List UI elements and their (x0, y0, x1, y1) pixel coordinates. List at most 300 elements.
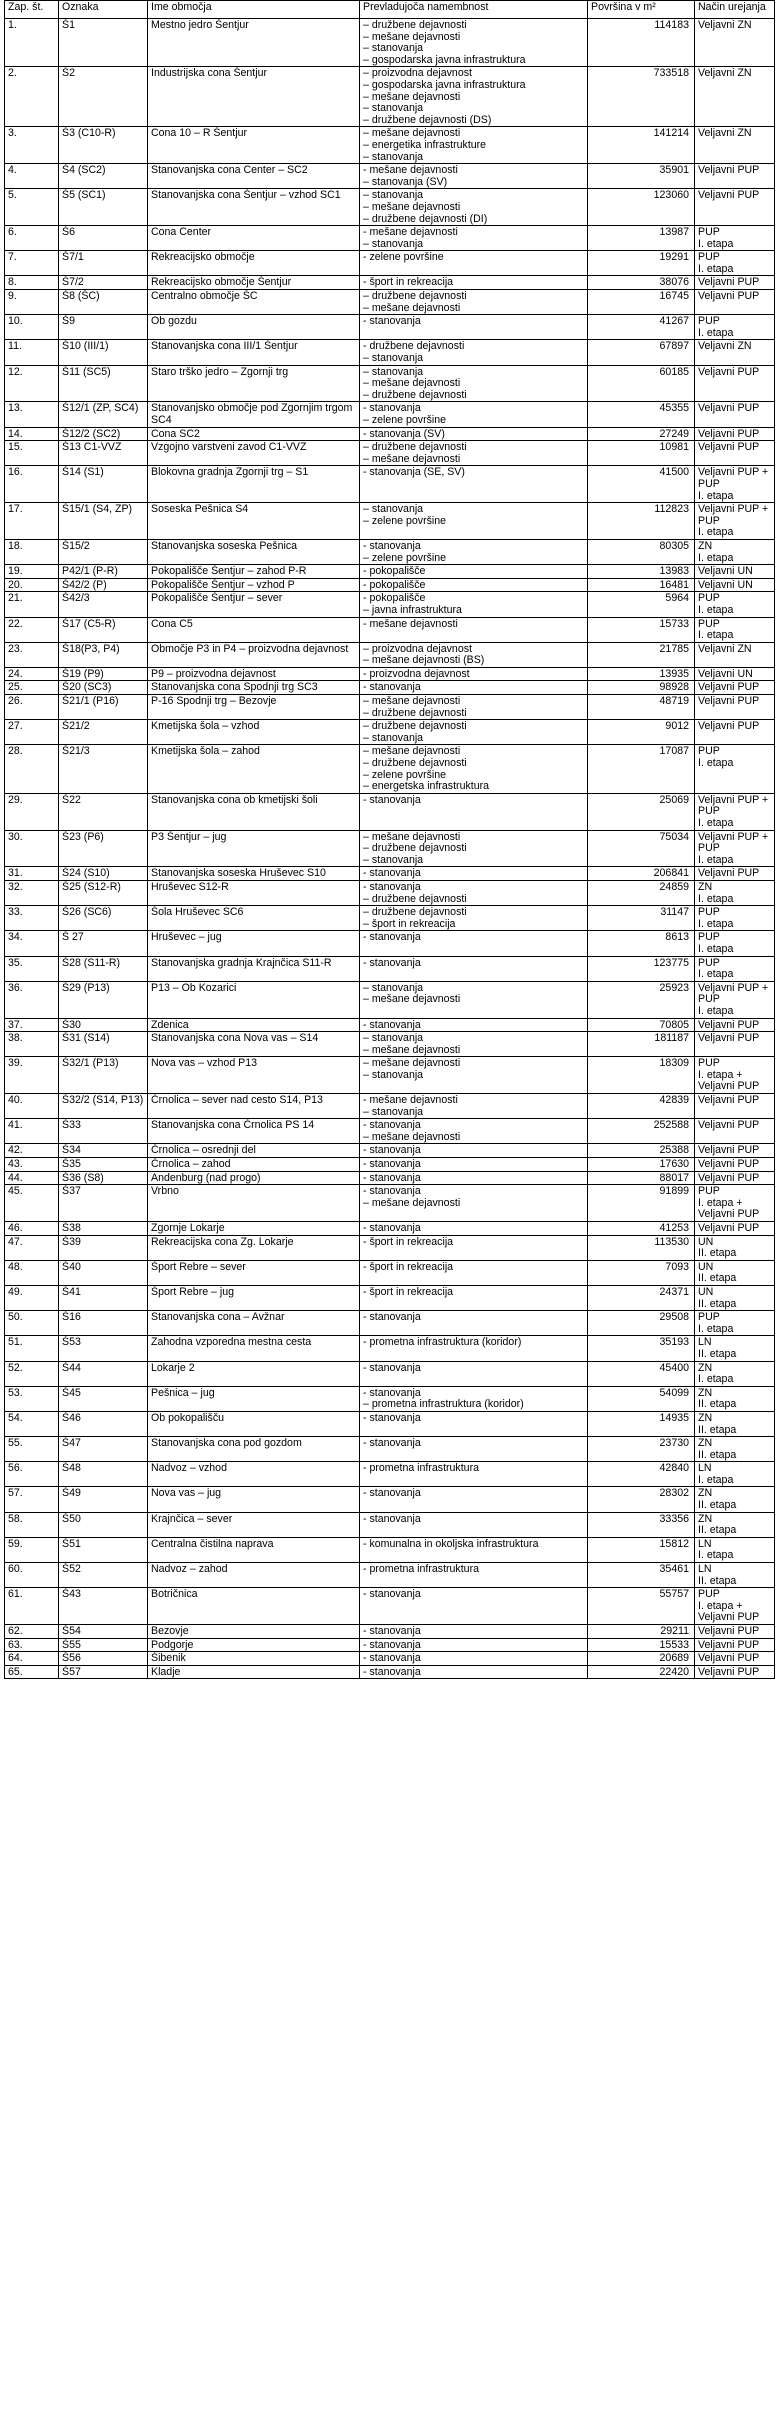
cell-zap-st: 30. (5, 830, 59, 867)
cell-nacin-urejanja (695, 1487, 775, 1512)
namembnost-line: – stanovanja (363, 853, 424, 866)
cell-ime-obmocja (148, 67, 360, 127)
area-name: Vzgojno varstveni zavod C1-VVZ (151, 441, 307, 454)
cell-ime-obmocja (148, 1235, 360, 1260)
nacin-line: I. etapa (698, 262, 734, 275)
cell-namembnost (360, 1119, 588, 1144)
cell-povrsina: 67897 (588, 340, 695, 365)
cell-ime-obmocja (148, 1144, 360, 1158)
namembnost-line: – mešane dejavnosti (363, 127, 461, 140)
cell-povrsina: 22420 (588, 1665, 695, 1679)
cell-namembnost (360, 466, 588, 503)
cell-oznaka: Š7/2 (59, 276, 148, 290)
cell-nacin-urejanja (695, 906, 775, 931)
table-row (5, 720, 775, 745)
nacin-line: UN (698, 1285, 714, 1298)
cell-namembnost (360, 539, 588, 564)
cell-namembnost (360, 745, 588, 793)
cell-ime-obmocja (148, 867, 360, 881)
cell-oznaka: Š55 (59, 1638, 148, 1652)
cell-ime-obmocja (148, 441, 360, 466)
nacin-line: I. etapa (698, 237, 734, 250)
cell-povrsina: 9012 (588, 720, 695, 745)
cell-namembnost (360, 793, 588, 830)
cell-oznaka: Š10 (III/1) (59, 340, 148, 365)
cell-nacin-urejanja (695, 1386, 775, 1411)
nacin-line: ZN (698, 539, 713, 552)
cell-povrsina: 19291 (588, 251, 695, 276)
namembnost-line: - stanovanja (363, 1512, 421, 1525)
cell-nacin-urejanja (695, 1018, 775, 1032)
nacin-line: Veljavni PUP + (698, 466, 769, 479)
area-name: P13 – Ob Kozarici (151, 981, 237, 994)
nacin-line: PUP (698, 805, 720, 818)
namembnost-line: - stanovanja (363, 956, 421, 969)
namembnost-line: – stanovanja (363, 150, 424, 163)
cell-ime-obmocja (148, 667, 360, 681)
cell-nacin-urejanja (695, 1311, 775, 1336)
namembnost-line: - stanovanja (SV) (363, 427, 445, 440)
cell-nacin-urejanja (695, 1158, 775, 1172)
cell-namembnost (360, 578, 588, 592)
table-row (5, 441, 775, 466)
namembnost-line: – energetska infrastruktura (363, 780, 490, 793)
cell-nacin-urejanja (695, 617, 775, 642)
cell-oznaka: Š19 (P9) (59, 667, 148, 681)
namembnost-line: – mešane dejavnosti (363, 1130, 461, 1143)
cell-ime-obmocja (148, 1487, 360, 1512)
cell-zap-st: 49. (5, 1285, 59, 1310)
cell-zap-st: 41. (5, 1119, 59, 1144)
nacin-line: PUP (698, 1185, 720, 1198)
cell-nacin-urejanja (695, 189, 775, 226)
cell-namembnost (360, 1057, 588, 1094)
cell-povrsina: 38076 (588, 276, 695, 290)
cell-zap-st: 63. (5, 1638, 59, 1652)
cell-oznaka: Š32/2 (S14, P13) (59, 1094, 148, 1119)
nacin-line: ZN (698, 1437, 713, 1450)
table-row (5, 1487, 775, 1512)
cell-ime-obmocja (148, 427, 360, 441)
cell-zap-st: 62. (5, 1625, 59, 1639)
nacin-line: LN (698, 1563, 712, 1576)
nacin-line: Veljavni ZN (698, 340, 752, 353)
cell-zap-st: 43. (5, 1158, 59, 1172)
namembnost-line: - prometna infrastruktura (363, 1563, 479, 1576)
cell-namembnost (360, 189, 588, 226)
area-name: Stanovanjska cona pod gozdom (151, 1437, 302, 1450)
cell-ime-obmocja (148, 1386, 360, 1411)
cell-namembnost (360, 1563, 588, 1588)
cell-povrsina: 20689 (588, 1652, 695, 1666)
namembnost-line: - stanovanja (363, 1361, 421, 1374)
nacin-line: II. etapa (698, 1247, 737, 1260)
nacin-line: ZN (698, 1361, 713, 1374)
cell-oznaka: Š14 (S1) (59, 466, 148, 503)
namembnost-line: – družbene dejavnosti (363, 388, 467, 401)
cell-oznaka: P42/1 (P-R) (59, 565, 148, 579)
namembnost-line: – stanovanja (363, 1068, 424, 1081)
cell-namembnost (360, 1638, 588, 1652)
cell-nacin-urejanja (695, 226, 775, 251)
nacin-line: II. etapa (698, 1347, 737, 1360)
cell-nacin-urejanja (695, 466, 775, 503)
cell-zap-st: 59. (5, 1537, 59, 1562)
cell-zap-st: 47. (5, 1235, 59, 1260)
area-name: Stanovanjska soseska Pešnica (151, 539, 298, 552)
table-row (5, 1361, 775, 1386)
namembnost-line: – zelene površine (363, 551, 447, 564)
namembnost-line: - stanovanja (363, 931, 421, 944)
namembnost-line: - stanovanja (363, 1588, 421, 1601)
nacin-line: Veljavni ZN (698, 19, 752, 31)
cell-namembnost (360, 1260, 588, 1285)
cell-namembnost (360, 441, 588, 466)
cell-zap-st: 36. (5, 981, 59, 1018)
cell-oznaka: Š52 (59, 1563, 148, 1588)
cell-namembnost (360, 1625, 588, 1639)
area-name: Andenburg (nad progo) (151, 1171, 261, 1184)
namembnost-line: – zelene površine (363, 514, 447, 527)
cell-oznaka: Š57 (59, 1665, 148, 1679)
table-row (5, 906, 775, 931)
table-row (5, 427, 775, 441)
nacin-line: II. etapa (698, 1524, 737, 1537)
cell-namembnost (360, 867, 588, 881)
nacin-line: PUP (698, 251, 720, 264)
cell-nacin-urejanja (695, 1588, 775, 1625)
cell-ime-obmocja (148, 681, 360, 695)
cell-povrsina: 7093 (588, 1260, 695, 1285)
cell-povrsina: 91899 (588, 1185, 695, 1222)
nacin-line: PUP (698, 993, 720, 1006)
table-row (5, 466, 775, 503)
cell-namembnost (360, 642, 588, 667)
cell-ime-obmocja (148, 466, 360, 503)
cell-oznaka: Š13 C1-VVZ (59, 441, 148, 466)
area-name: Stanovanjska cona III/1 Šentjur (151, 340, 298, 353)
cell-oznaka: Š44 (59, 1361, 148, 1386)
cell-povrsina: 88017 (588, 1171, 695, 1185)
table-row (5, 1512, 775, 1537)
cell-namembnost (360, 276, 588, 290)
table-row (5, 402, 775, 427)
area-name: Cona SC2 (151, 427, 200, 440)
table-row (5, 19, 775, 67)
cell-zap-st: 23. (5, 642, 59, 667)
cell-ime-obmocja (148, 315, 360, 340)
table-row (5, 880, 775, 905)
cell-ime-obmocja (148, 1285, 360, 1310)
table-row (5, 127, 775, 164)
cell-oznaka: Š15/1 (S4, ZP) (59, 503, 148, 540)
nacin-line: PUP (698, 906, 720, 919)
cell-nacin-urejanja (695, 1512, 775, 1537)
cell-namembnost (360, 1222, 588, 1236)
nacin-line: Veljavni PUP (698, 1625, 760, 1637)
cell-ime-obmocja (148, 906, 360, 931)
namembnost-line: – zelene površine (363, 768, 447, 781)
cell-ime-obmocja (148, 1018, 360, 1032)
cell-ime-obmocja (148, 1437, 360, 1462)
table-row (5, 1032, 775, 1057)
cell-oznaka: Š26 (SC6) (59, 906, 148, 931)
nacin-line: PUP (698, 617, 720, 630)
cell-zap-st: 34. (5, 931, 59, 956)
namembnost-line: – proizvodna dejavnost (363, 67, 472, 80)
cell-namembnost (360, 931, 588, 956)
cell-nacin-urejanja (695, 1144, 775, 1158)
table-row (5, 1537, 775, 1562)
namembnost-line: - stanovanja (363, 1222, 421, 1234)
header-zap-st: Zap. št. (5, 1, 59, 19)
cell-namembnost (360, 67, 588, 127)
cell-povrsina: 16481 (588, 578, 695, 592)
namembnost-line: - šport in rekreacija (363, 1260, 454, 1273)
nacin-line: Veljavni PUP (698, 1032, 760, 1045)
cell-povrsina: 45355 (588, 402, 695, 427)
cell-zap-st: 60. (5, 1563, 59, 1588)
cell-namembnost (360, 365, 588, 402)
table-row (5, 592, 775, 617)
area-name: Vrbno (151, 1185, 179, 1198)
cell-oznaka: Š43 (59, 1588, 148, 1625)
area-name: Krajnčica – sever (151, 1512, 233, 1525)
namembnost-line: - mešane dejavnosti (363, 1094, 458, 1107)
cell-ime-obmocja (148, 1222, 360, 1236)
area-name: Zahodna vzporedna mestna cesta (151, 1336, 312, 1349)
cell-nacin-urejanja (695, 695, 775, 720)
area-name: Staro trško jedro – Zgornji trg (151, 365, 289, 378)
namembnost-line: – družbene dejavnosti (363, 19, 467, 31)
cell-ime-obmocja (148, 617, 360, 642)
cell-ime-obmocja (148, 1652, 360, 1666)
cell-ime-obmocja (148, 1625, 360, 1639)
table-row (5, 793, 775, 830)
namembnost-line: – gospodarska javna infrastruktura (363, 53, 526, 66)
nacin-line: I. etapa (698, 629, 734, 642)
cell-nacin-urejanja (695, 1462, 775, 1487)
cell-namembnost (360, 1235, 588, 1260)
cell-ime-obmocja (148, 1260, 360, 1285)
table-row (5, 1119, 775, 1144)
cell-povrsina: 13987 (588, 226, 695, 251)
cell-povrsina: 24859 (588, 880, 695, 905)
area-name: Stanovanjska cona – Avžnar (151, 1311, 285, 1324)
cell-ime-obmocja (148, 745, 360, 793)
cell-zap-st: 25. (5, 681, 59, 695)
cell-oznaka: Š9 (59, 315, 148, 340)
area-name: Industrijska cona Šentjur (151, 67, 268, 80)
namembnost-line: – stanovanja (363, 102, 424, 115)
cell-namembnost (360, 1512, 588, 1537)
header-ime-obmocja: Ime območja (148, 1, 360, 19)
cell-namembnost (360, 1437, 588, 1462)
cell-ime-obmocja (148, 1563, 360, 1588)
cell-ime-obmocja (148, 931, 360, 956)
cell-povrsina: 29211 (588, 1625, 695, 1639)
nacin-line: PUP (698, 226, 720, 239)
cell-ime-obmocja (148, 720, 360, 745)
cell-namembnost (360, 906, 588, 931)
nacin-line: I. etapa + (698, 1068, 743, 1081)
cell-povrsina: 23730 (588, 1437, 695, 1462)
namembnost-line: - šport in rekreacija (363, 276, 454, 289)
nacin-line: II. etapa (698, 1448, 737, 1461)
cell-namembnost (360, 681, 588, 695)
table-row (5, 867, 775, 881)
nacin-line: I. etapa (698, 917, 734, 930)
cell-oznaka: Š49 (59, 1487, 148, 1512)
area-name: Pokopališče Šentjur – vzhod P (151, 578, 295, 591)
nacin-line: Veljavni PUP (698, 1080, 760, 1093)
cell-oznaka: Š12/1 (ZP, SC4) (59, 402, 148, 427)
table-row (5, 1638, 775, 1652)
cell-ime-obmocja (148, 1032, 360, 1057)
cell-oznaka: Š56 (59, 1652, 148, 1666)
cell-povrsina: 5964 (588, 592, 695, 617)
area-name: P3 Šentjur – jug (151, 830, 227, 843)
nacin-line: PUP (698, 514, 720, 527)
table-row (5, 1652, 775, 1666)
nacin-line: Veljavni PUP (698, 441, 760, 454)
nacin-line: I. etapa (698, 968, 734, 981)
nacin-line: Veljavni PUP (698, 1665, 760, 1678)
table-row (5, 503, 775, 540)
cell-povrsina: 48719 (588, 695, 695, 720)
namembnost-line: - pokopališče (363, 592, 426, 605)
cell-zap-st: 19. (5, 565, 59, 579)
cell-zap-st: 10. (5, 315, 59, 340)
nacin-line: LN (698, 1336, 712, 1349)
cell-zap-st: 48. (5, 1260, 59, 1285)
cell-oznaka: Š15/2 (59, 539, 148, 564)
table-row (5, 931, 775, 956)
cell-zap-st: 33. (5, 906, 59, 931)
cell-namembnost (360, 695, 588, 720)
cell-zap-st: 57. (5, 1487, 59, 1512)
table-row (5, 642, 775, 667)
cell-oznaka: Š12/2 (SC2) (59, 427, 148, 441)
cell-povrsina: 70805 (588, 1018, 695, 1032)
cell-namembnost (360, 1158, 588, 1172)
namembnost-line: – gospodarska javna infrastruktura (363, 78, 526, 91)
nacin-line: PUP (698, 1588, 720, 1601)
cell-ime-obmocja (148, 695, 360, 720)
cell-oznaka: Š3 (C10-R) (59, 127, 148, 164)
nacin-line: Veljavni PUP (698, 1018, 760, 1031)
cell-nacin-urejanja (695, 745, 775, 793)
namembnost-line: – mešane dejavnosti (363, 200, 461, 213)
cell-povrsina: 25923 (588, 981, 695, 1018)
cell-namembnost (360, 720, 588, 745)
nacin-line: ZN (698, 880, 713, 893)
cell-ime-obmocja (148, 592, 360, 617)
nacin-line: Veljavni ZN (698, 127, 752, 140)
cell-oznaka: Š36 (S8) (59, 1171, 148, 1185)
area-name: Stanovanjska cona Črnolica PS 14 (151, 1119, 315, 1132)
nacin-line: UN (698, 1260, 714, 1273)
cell-namembnost (360, 1018, 588, 1032)
cell-nacin-urejanja (695, 1094, 775, 1119)
nacin-line: Veljavni PUP (698, 1652, 760, 1665)
cell-zap-st: 61. (5, 1588, 59, 1625)
cell-oznaka: Š50 (59, 1512, 148, 1537)
cell-zap-st: 51. (5, 1336, 59, 1361)
nacin-line: UN (698, 1235, 714, 1248)
namembnost-line: - stanovanja (363, 1144, 421, 1157)
namembnost-line: – družbene dejavnosti (363, 706, 467, 719)
nacin-line: PUP (698, 956, 720, 969)
table-row (5, 1094, 775, 1119)
namembnost-line: – mešane dejavnosti (363, 377, 461, 390)
area-name: Območje P3 in P4 – proizvodna dejavnost (151, 642, 349, 655)
cell-zap-st: 52. (5, 1361, 59, 1386)
namembnost-line: - proizvodna dejavnost (363, 667, 470, 680)
nacin-line: Veljavni PUP + (698, 830, 769, 843)
table-row (5, 1386, 775, 1411)
areas-table (4, 0, 775, 1679)
cell-povrsina: 41253 (588, 1222, 695, 1236)
table-row (5, 539, 775, 564)
namembnost-line: – mešane dejavnosti (363, 1043, 461, 1056)
cell-namembnost (360, 1652, 588, 1666)
namembnost-line: – stanovanja (363, 189, 424, 202)
cell-zap-st: 37. (5, 1018, 59, 1032)
cell-nacin-urejanja (695, 1032, 775, 1057)
area-name: Lokarje 2 (151, 1361, 195, 1374)
cell-nacin-urejanja (695, 1625, 775, 1639)
table-row (5, 745, 775, 793)
nacin-line: II. etapa (698, 1272, 737, 1285)
cell-nacin-urejanja (695, 251, 775, 276)
cell-povrsina: 31147 (588, 906, 695, 931)
namembnost-line: - stanovanja (363, 1638, 421, 1651)
table-row (5, 830, 775, 867)
cell-nacin-urejanja (695, 1057, 775, 1094)
cell-nacin-urejanja (695, 1437, 775, 1462)
cell-zap-st: 50. (5, 1311, 59, 1336)
cell-povrsina: 113530 (588, 1235, 695, 1260)
cell-nacin-urejanja (695, 1285, 775, 1310)
nacin-line: I. etapa + (698, 1196, 743, 1209)
cell-nacin-urejanja (695, 642, 775, 667)
table-row (5, 1260, 775, 1285)
cell-namembnost (360, 1462, 588, 1487)
area-name: Stanovanjska cona Šentjur – vzhod SC1 (151, 189, 341, 202)
namembnost-line: – stanovanja (363, 503, 424, 516)
cell-ime-obmocja (148, 1119, 360, 1144)
area-name: Kmetijska šola – zahod (151, 745, 260, 758)
cell-zap-st: 31. (5, 867, 59, 881)
namembnost-line: - stanovanja (363, 1018, 421, 1031)
namembnost-line: - šport in rekreacija (363, 1285, 454, 1298)
nacin-line: Veljavni PUP + (698, 793, 769, 806)
nacin-line: PUP (698, 477, 720, 490)
cell-oznaka: Š35 (59, 1158, 148, 1172)
cell-povrsina: 41500 (588, 466, 695, 503)
nacin-line: I. etapa (698, 1473, 734, 1486)
cell-oznaka: Š2 (59, 67, 148, 127)
cell-oznaka: Š22 (59, 793, 148, 830)
namembnost-line: – družbene dejavnosti (363, 720, 467, 733)
cell-povrsina: 733518 (588, 67, 695, 127)
cell-ime-obmocja (148, 1512, 360, 1537)
namembnost-line: – mešane dejavnosti (363, 745, 461, 758)
cell-namembnost (360, 402, 588, 427)
namembnost-line: - stanovanja (363, 1171, 421, 1184)
namembnost-line: – družbene dejavnosti (363, 441, 467, 454)
